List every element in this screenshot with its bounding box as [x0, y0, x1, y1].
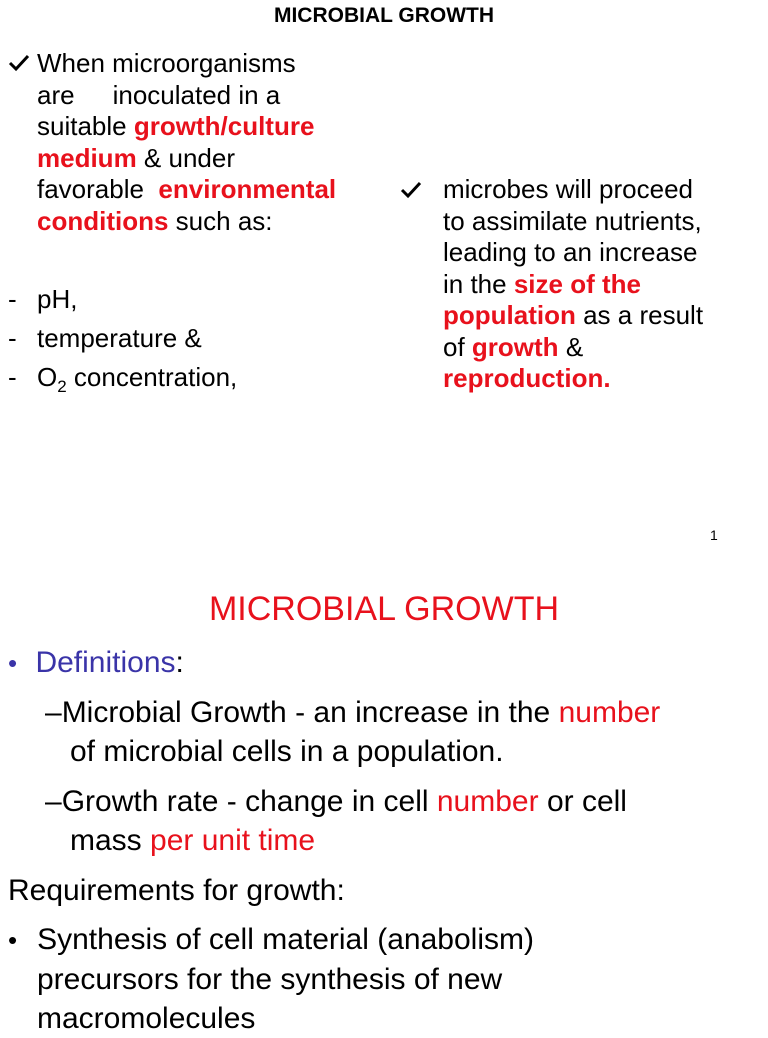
line	[37, 111, 377, 143]
list-text: temperature &	[37, 323, 202, 353]
requirements-bullet	[8, 920, 768, 1038]
text: such as:	[175, 205, 273, 236]
text: Synthesis of cell material (anabolism)	[37, 923, 534, 956]
text: of microbial cells in a population.	[70, 735, 504, 768]
definitions-label: Definitions	[35, 646, 176, 679]
highlight-number: number	[558, 696, 661, 729]
requirements-heading: Requirements for growth:	[8, 874, 345, 907]
slide2-title: MICROBIAL GROWTH	[208, 590, 560, 628]
line	[37, 48, 377, 80]
text: Microbial Growth - an increase in the	[61, 696, 551, 729]
list-text: pH,	[37, 284, 78, 314]
highlight-growth-culture: growth/culture	[133, 111, 315, 141]
slide1-title: MICROBIAL GROWTH	[273, 4, 495, 27]
text: mass	[70, 824, 142, 857]
slide1-left-paragraph	[37, 48, 377, 237]
highlight-population: population	[443, 300, 576, 330]
text: :	[175, 646, 184, 679]
text: precursors for the synthesis of new	[37, 963, 503, 996]
text: of	[443, 331, 465, 362]
dash: -	[8, 284, 17, 314]
text: &	[565, 331, 584, 362]
text: suitable	[37, 111, 127, 141]
line	[8, 920, 768, 960]
highlight-per-unit-time: per unit time	[150, 824, 316, 857]
text: & under	[143, 142, 235, 173]
line: –Growth rate - change in cell number or cell	[45, 785, 627, 818]
check-icon	[8, 51, 30, 73]
line	[37, 174, 377, 206]
line	[443, 300, 763, 332]
text: or cell	[546, 785, 627, 818]
text: favorable	[37, 174, 144, 204]
text: inoculated in a	[112, 79, 281, 110]
list-item	[8, 284, 77, 315]
line	[443, 269, 763, 301]
list-item	[8, 323, 202, 354]
highlight-size: size of the	[513, 268, 641, 299]
text: in the	[443, 268, 507, 299]
highlight-conditions: conditions	[37, 205, 169, 236]
text: microbes will proceed	[443, 174, 693, 204]
definitions-bullet	[8, 643, 184, 683]
line	[37, 143, 377, 175]
list-text: concentration,	[66, 362, 238, 392]
line	[45, 821, 765, 860]
check-icon	[400, 178, 422, 200]
line	[8, 960, 768, 999]
line: –Microbial Growth - an increase in the number	[45, 696, 661, 729]
highlight-reproduction: reproduction.	[443, 363, 611, 393]
line	[443, 174, 763, 206]
page-number: 1	[710, 527, 718, 543]
line	[443, 332, 763, 364]
line	[443, 237, 763, 269]
highlight-environmental: environmental	[158, 174, 337, 204]
highlight-number: number	[436, 785, 539, 818]
text: as a result	[583, 300, 704, 330]
highlight-medium: medium	[37, 142, 137, 173]
line	[45, 732, 765, 771]
line	[443, 363, 763, 395]
list-text: O	[37, 362, 58, 392]
text: Growth rate - change in cell	[61, 785, 429, 818]
dash: -	[8, 362, 17, 392]
line	[443, 206, 763, 238]
bullet-icon: •	[8, 925, 18, 955]
line	[37, 80, 377, 112]
slide1-right-paragraph	[443, 174, 763, 395]
text: are	[37, 79, 75, 110]
line	[37, 206, 377, 238]
subscript: 2	[57, 377, 67, 397]
text: macromolecules	[37, 1002, 256, 1035]
line	[8, 999, 768, 1038]
bullet-icon: •	[8, 648, 18, 678]
text: When microorganisms	[37, 48, 296, 78]
dash: -	[8, 323, 17, 353]
list-item	[8, 362, 237, 397]
highlight-growth: growth	[471, 331, 559, 362]
definition-item	[45, 782, 765, 860]
definition-item	[45, 693, 765, 771]
text: to assimilate nutrients,	[443, 205, 702, 236]
text: leading to an increase	[443, 237, 698, 267]
